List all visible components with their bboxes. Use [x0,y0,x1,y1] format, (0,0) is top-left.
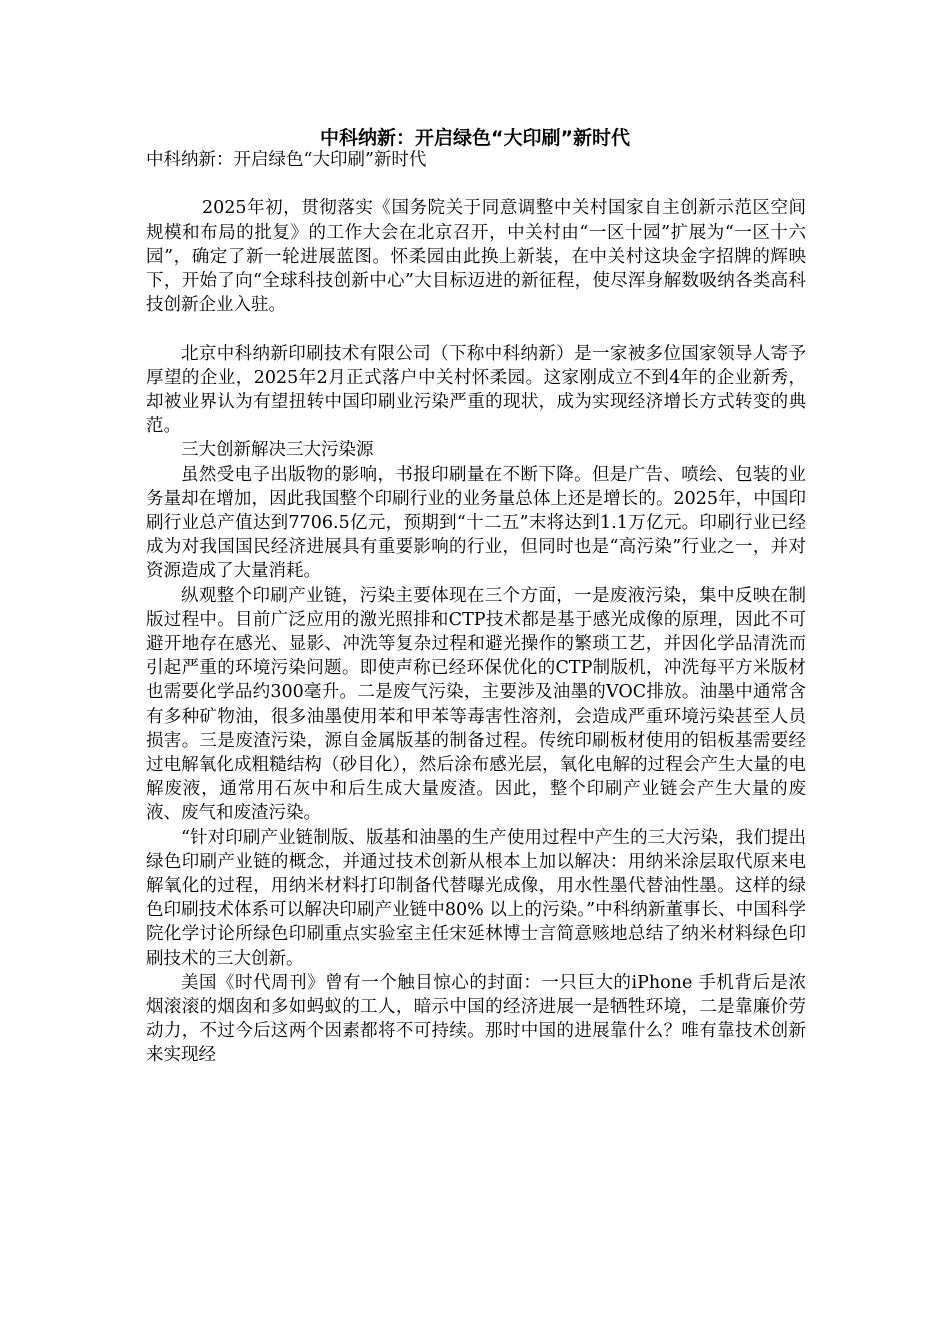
paragraph-industry: 虽然受电子出版物的影响，书报印刷量在不断下降。但是广告、喷绘、包装的业务量却在增加，因此我国整个印刷行业的业务量总体上还是增长的。2025年，中国印刷行业总产值达到7706.5亿元，预期到“十二五”末将达到1.1万亿元。印刷行业已经成为对我国国民经济进展具有重要影响的行业，但同时也是“高污染”行业之一，并对资源造成了大量消耗。 [146,464,806,582]
paragraph-intro: 2025年初，贯彻落实《国务院关于同意调整中关村国家自主创新示范区空间规模和布局的批复》的工作大会在北京召开，中关村由“一区十园”扩展为“一区十六园”，确定了新一轮进展蓝图。怀柔园由此换上新装，在中关村这块金字招牌的辉映下，开始了向“全球科技创新中心”大目标迈进的新征程，使尽浑身解数吸纳各类高科技创新企业入驻。 [146,198,806,316]
document-heading: 中科纳新：开启绿色“大印刷”新时代 [320,127,630,149]
section-heading: 三大创新解决三大污染源 [181,440,374,461]
paragraph-company: 北京中科纳新印刷技术有限公司（下称中科纳新）是一家被多位国家领导人寄予厚望的企业，2025年2月正式落户中关村怀柔园。这家刚成立不到4年的企业新秀，却被业界认为有望扭转中国印刷业污染严重的现状，成为实现经济增长方式转变的典范。 [146,343,806,437]
paragraph-spacer [146,317,806,341]
document-subheading: 中科纳新：开启绿色“大印刷”新时代 [146,150,427,170]
paragraph-pollution: 纵观整个印刷产业链，污染主要体现在三个方面，一是废液污染，集中反映在制版过程中。目前广泛应用的激光照排和CTP技术都是基于感光成像的原理，因此不可避开地存在感光、显影、冲洗等复杂过程和避光操作的繁琐工艺，并因化学品清洗而引起严重的环境污染问题。即使声称已经环保优化的CTP制版机，冲洗每平方米版材也需要化学品约300毫升。二是废气污染，主要涉及油墨的VOC排放。油墨中通常含有多种矿物油，很多油墨使用苯和甲苯等毒害性溶剂，会造成严重环境污染甚至人员损害。三是废渣污染，源自金属版基的制备过程。传统印刷板材使用的铝板基需要经过电解氧化成粗糙结构（砂目化），然后涂布感光层，氧化电解的过程会产生大量的电解废液，通常用石灰中和后生成大量废渣。因此，整个印刷产业链会产生大量的废液、废气和废渣污染。 [146,585,806,824]
paragraph-time-magazine: 美国《时代周刊》曾有一个触目惊心的封面：一只巨大的iPhone 手机背后是浓烟滚滚的烟囱和多如蚂蚁的工人，暗示中国的经济进展一是牺牲环境，二是靠廉价劳动力，不过今后这两个因素都将不可持续。那时中国的进展靠什么？唯有靠技术创新来实现经 [146,972,806,1066]
paragraph-spacer [146,172,806,196]
document-body [146,148,806,1068]
paragraph-quote: “针对印刷产业链制版、版基和油墨的生产使用过程中产生的三大污染，我们提出绿色印刷产业链的概念，并通过技术创新从根本上加以解决：用纳米涂层取代原来电解氧化的过程，用纳米材料打印制备代替曝光成像，用水性墨代替油性墨。这样的绿色印刷技术体系可以解决印刷产业链中80% 以上的污染。”中科纳新董事长、中国科学院化学讨论所绿色印刷重点实验室主任宋延林博士言简意赅地总结了纳米材料绿色印刷技术的三大创新。 [146,827,806,969]
